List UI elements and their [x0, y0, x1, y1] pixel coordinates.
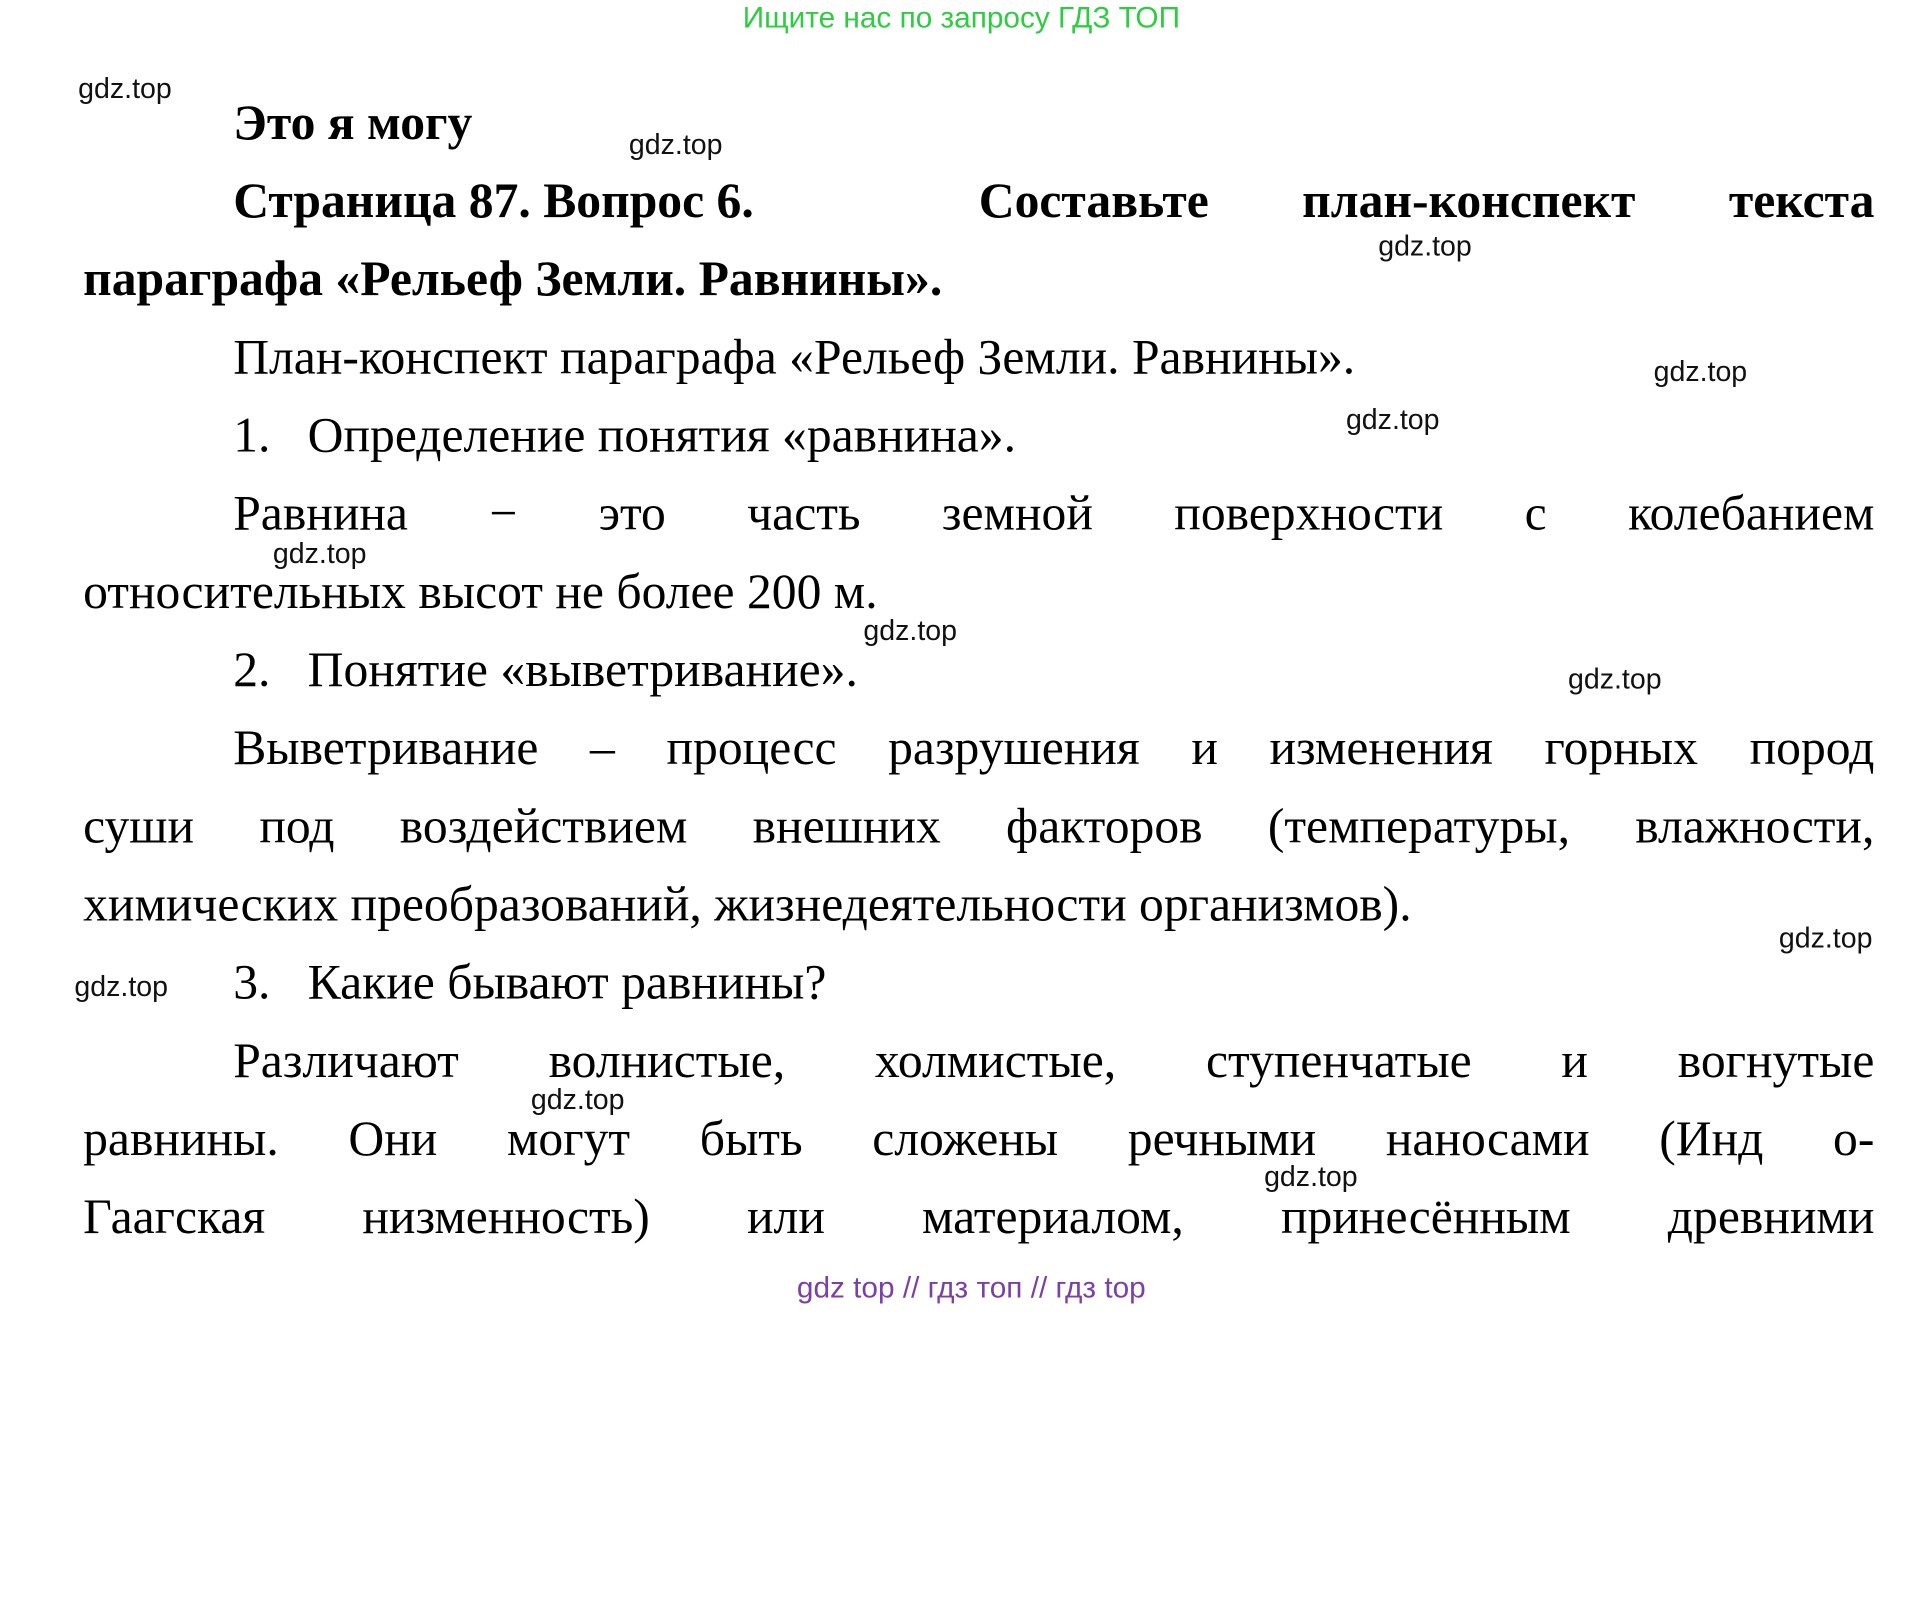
watermark: gdz.top	[1345, 403, 1440, 436]
item-number: 3.	[233, 953, 271, 1010]
watermark: gdz.top	[863, 614, 957, 647]
item-number: 2.	[233, 641, 271, 698]
watermark: gdz.top	[1567, 662, 1662, 695]
watermark: gdz.top	[628, 127, 723, 161]
question-task-continued: параграфа «Рельеф Земли. Равнины».	[83, 250, 943, 307]
watermark: gdz.top	[1778, 921, 1873, 954]
search-banner[interactable]: Ищите нас по запросу ГДЗ ТОП	[742, 1, 1180, 35]
question-task: Составьте план-конспект текста	[978, 172, 1875, 229]
item-text-line: Различают волнистые, холмистые, ступенчатые и вогнутые	[233, 1032, 1875, 1088]
watermark: gdz.top	[74, 970, 169, 1003]
watermark: gdz.top	[1264, 1159, 1358, 1193]
item-text-line: Выветривание – процесс разрушения и изменения горных пород	[233, 719, 1875, 776]
watermark: gdz.top	[272, 537, 367, 570]
item-text-line: суши под воздействием внешних факторов (температуры, влажности,	[83, 797, 1875, 854]
item-heading-text: Определение понятия «равнина».	[307, 406, 1016, 463]
item-heading-text: Понятие «выветривание».	[307, 641, 858, 698]
item-number: 1.	[233, 406, 271, 463]
question-reference: Страница 87. Вопрос 6.	[233, 172, 754, 229]
watermark: gdz.top	[1378, 229, 1472, 262]
watermark: gdz.top	[530, 1082, 625, 1116]
watermark: gdz.top	[78, 71, 172, 105]
plan-item-heading	[233, 943, 826, 1021]
item-text-line: относительных высот не более 200 м.	[83, 563, 878, 620]
item-heading-text: Какие бывают равнины?	[307, 953, 827, 1010]
item-text-line: равнины. Они могут быть сложены речными наносами (Инд о-	[83, 1110, 1875, 1167]
plan-item-heading	[233, 630, 858, 708]
plan-title: План-конспект параграфа «Рельеф Земли. Равнины».	[233, 328, 1356, 385]
watermark: gdz.top	[1653, 354, 1748, 388]
item-text-line: Равнина − это часть земной поверхности с колебанием	[233, 485, 1875, 541]
item-text-line: Гаагская низменность) или материалом, принесённым древними	[83, 1188, 1875, 1245]
plan-item-heading	[233, 396, 1016, 474]
footer-links[interactable]: gdz top // гдз топ // гдз top	[796, 1271, 1146, 1306]
item-text-line: химических преобразований, жизнедеятельности организмов).	[83, 875, 1412, 932]
section-title: Это я могу	[233, 94, 473, 151]
